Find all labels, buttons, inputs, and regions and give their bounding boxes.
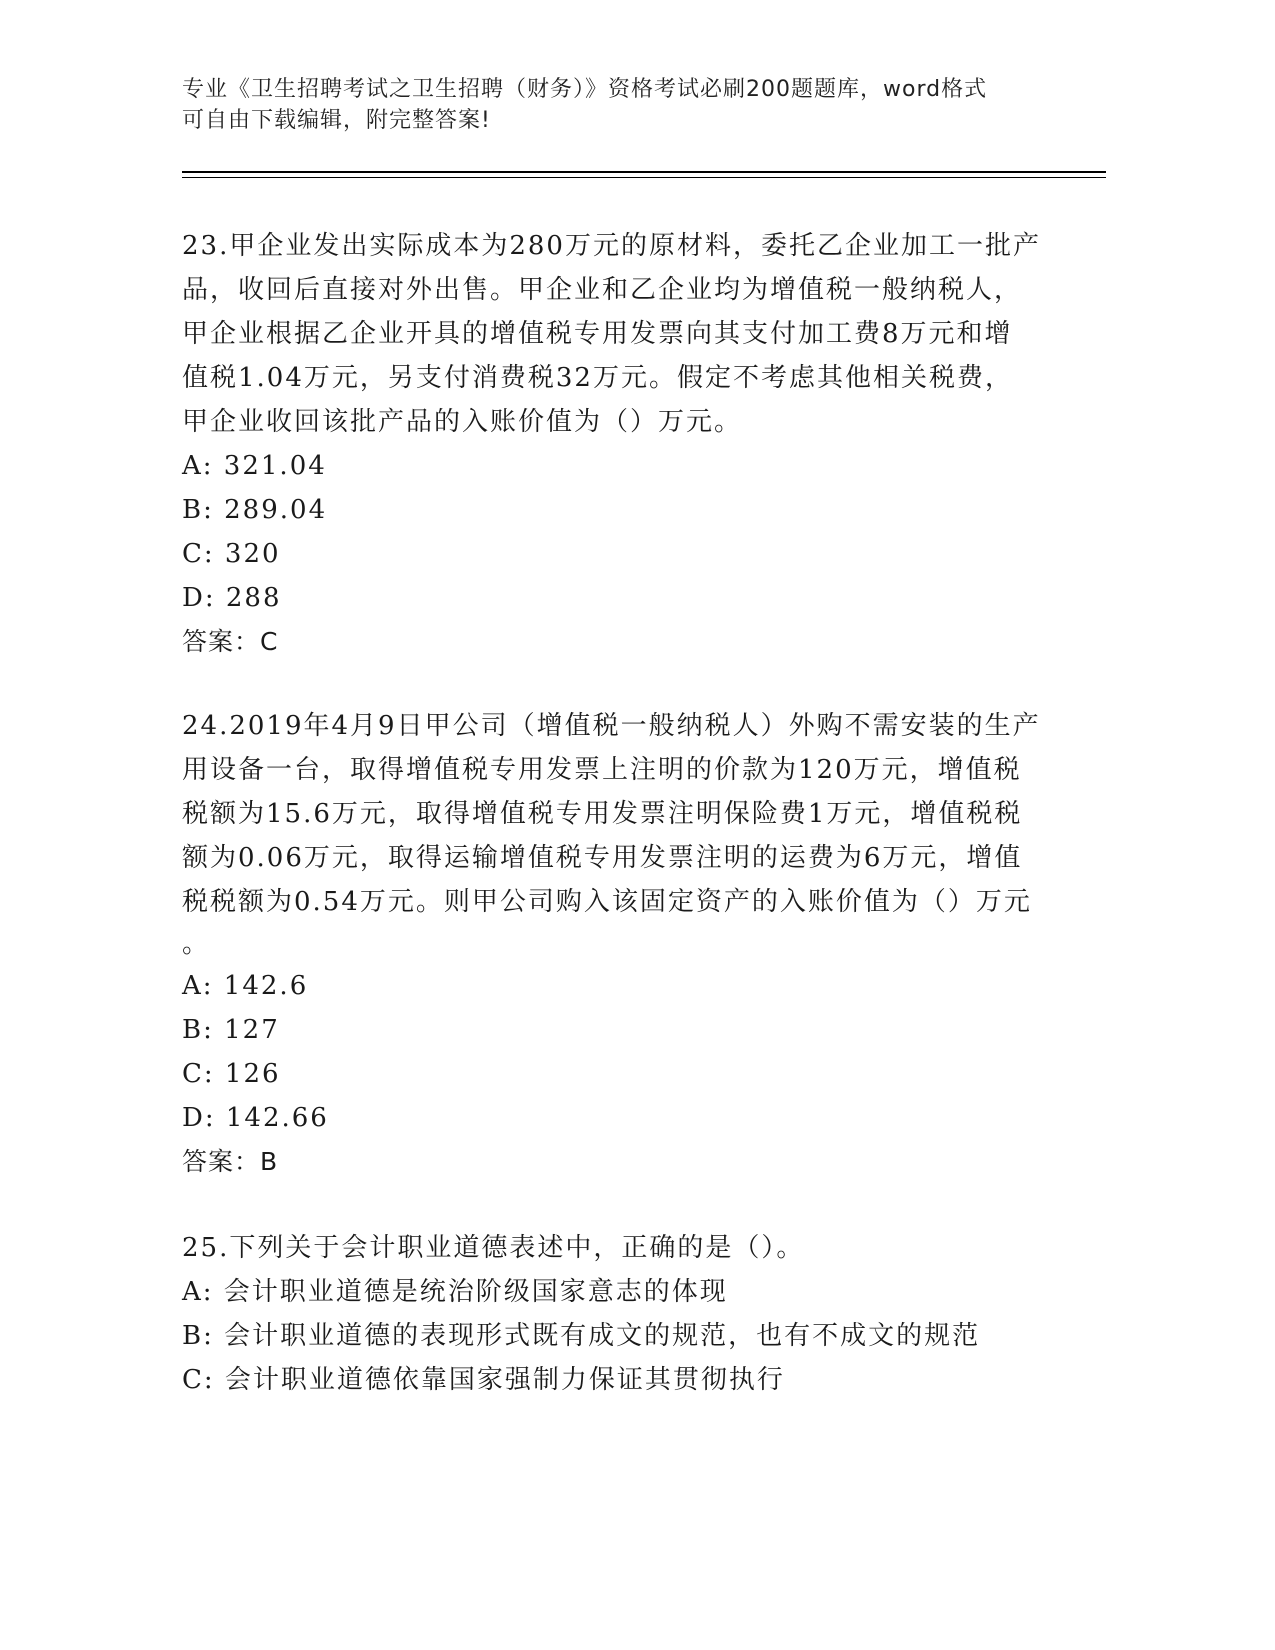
option-c: C: 126: [182, 1059, 281, 1089]
question-stem-line: 24.2019年4月9日甲公司（增值税一般纳税人）外购不需安装的生产: [182, 711, 1041, 741]
question-stem-line: 税税额为0.54万元。则甲公司购入该固定资产的入账价值为（）万元: [182, 887, 1032, 917]
question-stem-line: 甲企业收回该批产品的入账价值为（）万元。: [182, 407, 743, 437]
option-d: D: 288: [182, 583, 282, 613]
question-stem-line: 税额为15.6万元，取得增值税专用发票注明保险费1万元，增值税税: [182, 799, 1023, 829]
question-stem-line: 用设备一台，取得增值税专用发票上注明的价款为120万元，增值税: [182, 755, 1022, 785]
header-title-line-2: 可自由下载编辑，附完整答案!: [182, 108, 491, 133]
answer-text: 答案：C: [182, 627, 279, 656]
question-stem-line: 甲企业根据乙企业开具的增值税专用发票向其支付加工费8万元和增: [182, 319, 1013, 349]
option-b: B: 会计职业道德的表现形式既有成文的规范，也有不成文的规范: [182, 1321, 981, 1351]
question-23: [182, 224, 1042, 664]
option-a: A: 321.04: [182, 451, 327, 481]
question-stem-line: 品，收回后直接对外出售。甲企业和乙企业均为增值税一般纳税人，: [182, 275, 1023, 305]
question-stem-line: 额为0.06万元，取得运输增值税专用发票注明的运费为6万元，增值: [182, 843, 1023, 873]
option-c: C: 会计职业道德依靠国家强制力保证其贯彻执行: [182, 1365, 785, 1395]
option-c: C: 320: [182, 539, 281, 569]
option-a: A: 会计职业道德是统治阶级国家意志的体现: [182, 1277, 728, 1307]
question-stem-tail: 。: [182, 929, 211, 959]
question-stem-line: 值税1.04万元，另支付消费税32万元。假定不考虑其他相关税费，: [182, 363, 1013, 393]
answer-text: 答案：B: [182, 1147, 279, 1176]
question-stem-line: 25.下列关于会计职业道德表述中，正确的是（）。: [182, 1233, 805, 1263]
document-header: [182, 74, 1062, 136]
option-b: B: 289.04: [182, 495, 328, 525]
header-divider-thick: [182, 171, 1106, 173]
option-b: B: 127: [182, 1015, 280, 1045]
option-a: A: 142.6: [182, 971, 309, 1001]
question-stem-line: 23.甲企业发出实际成本为280万元的原材料，委托乙企业加工一批产: [182, 231, 1041, 261]
header-title-line-1: 专业《卫生招聘考试之卫生招聘（财务）》资格考试必刷200题题库，word格式: [182, 77, 988, 102]
option-d: D: 142.66: [182, 1103, 329, 1133]
header-divider-thin: [182, 177, 1106, 178]
question-24: [182, 704, 1042, 1184]
question-25: [182, 1226, 1042, 1402]
